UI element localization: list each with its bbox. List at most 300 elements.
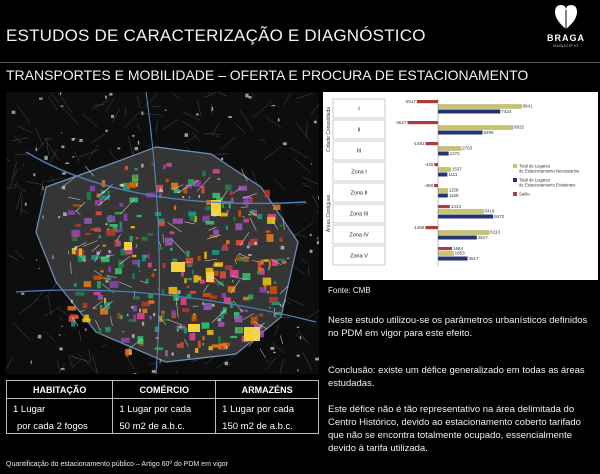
map-shape	[227, 210, 230, 212]
map-shape	[146, 279, 149, 283]
map-shape	[142, 237, 148, 241]
map-shape	[17, 105, 30, 123]
label-saldo: 1664	[452, 246, 463, 251]
map-shape	[300, 336, 301, 339]
map-shape	[192, 92, 211, 94]
map-shape	[244, 310, 248, 313]
map-shape	[74, 283, 77, 286]
category-label: Zona V	[350, 253, 368, 260]
map-shape	[213, 92, 214, 93]
map-shape	[260, 269, 264, 275]
map-shape	[72, 238, 78, 241]
label-saldo: -426	[424, 162, 434, 167]
page-title: ESTUDOS DE CARACTERIZAÇÃO E DIAGNÓSTICO	[6, 26, 426, 45]
header-comercio: COMÉRCIO	[113, 381, 216, 399]
map-shape	[105, 327, 110, 332]
bar-saldo	[434, 184, 438, 187]
map-shape	[217, 355, 236, 368]
map-shape	[116, 229, 122, 232]
map-shape	[279, 237, 282, 241]
chart-source: Fonte: CMB	[328, 286, 371, 295]
map-shape	[75, 224, 80, 227]
map-shape	[296, 93, 312, 98]
map-shape	[15, 184, 26, 192]
map-shape	[274, 282, 276, 284]
legend-label: Total de Lugares de Estacionamento Existentes	[519, 177, 576, 188]
map-shape	[233, 217, 235, 221]
cell-line: 50 m2 de a.b.c.	[119, 421, 185, 432]
label-saldo: 1413	[450, 204, 461, 209]
map-shape	[205, 221, 214, 225]
map-shape	[100, 305, 103, 308]
map-shape	[138, 260, 140, 268]
map-shape	[84, 218, 92, 224]
table-header-row	[7, 381, 319, 399]
map-shape	[226, 346, 228, 349]
bar-saldo	[425, 142, 438, 145]
map-shape	[218, 318, 222, 321]
map-shape	[135, 296, 140, 300]
cell-habitacao	[7, 399, 113, 434]
map-shape	[196, 113, 199, 115]
map-shape	[125, 111, 141, 128]
map-shape	[267, 291, 269, 293]
map-shape	[129, 236, 133, 242]
map-shape	[85, 328, 87, 330]
map-shape	[135, 168, 138, 170]
map-shape	[155, 337, 158, 338]
map-shape	[62, 172, 66, 174]
map-shape	[132, 334, 135, 338]
map-shape	[198, 195, 200, 198]
map-shape	[315, 358, 319, 361]
map-shape	[278, 118, 280, 121]
map-shape	[264, 259, 269, 261]
label-existentes: 3517	[468, 256, 479, 261]
map-shape	[177, 371, 182, 374]
map-shape	[25, 203, 27, 206]
map-shape	[317, 241, 319, 244]
map-shape	[248, 254, 252, 256]
map-shape	[232, 280, 233, 282]
map-shape	[186, 251, 189, 257]
map-shape	[134, 175, 136, 179]
map-shape	[271, 105, 275, 106]
map-shape	[137, 124, 140, 130]
map-shape	[159, 190, 163, 192]
map-shape	[89, 350, 91, 363]
map-shape	[240, 111, 253, 131]
cell-line: por cada 2 fogos	[17, 421, 88, 432]
map-shape	[218, 322, 224, 327]
map-shape	[312, 196, 319, 212]
map-shape	[69, 356, 73, 367]
map-shape	[204, 133, 220, 134]
map-shape	[187, 260, 192, 266]
map-shape	[258, 214, 263, 219]
map-shape	[223, 244, 227, 250]
map-shape	[265, 358, 275, 370]
map-shape	[21, 196, 22, 216]
map-shape	[153, 269, 156, 270]
map-shape	[287, 258, 289, 259]
map-shape	[99, 329, 102, 335]
section-subtitle: TRANSPORTES E MOBILIDADE – OFERTA E PROCURA DE ESTACIONAMENTO	[6, 67, 529, 83]
map-shape	[121, 338, 130, 343]
map-shape	[198, 276, 202, 280]
map-shape	[83, 303, 87, 308]
map-shape	[296, 123, 311, 142]
map-shape	[265, 190, 270, 198]
map-shape	[12, 111, 16, 114]
label-necessarios: 8925	[513, 124, 524, 130]
map-shape	[105, 97, 115, 112]
map-shape	[300, 257, 307, 264]
map-shape	[100, 308, 108, 314]
map-shape	[44, 156, 47, 160]
map-shape	[283, 94, 290, 106]
category-label: I	[358, 106, 360, 113]
map-shape	[253, 101, 272, 118]
map-shape	[13, 323, 30, 340]
cell-armazens	[216, 399, 319, 434]
map-shape	[128, 136, 132, 155]
map-shape	[221, 346, 224, 350]
map-shape	[187, 354, 190, 357]
map-shape	[198, 341, 201, 348]
map-shape	[247, 246, 250, 249]
map-shape	[260, 139, 266, 142]
map-shape	[39, 98, 43, 100]
map-shape	[318, 196, 319, 199]
map-shape	[269, 297, 278, 302]
map-shape	[303, 185, 311, 187]
map-shape	[47, 139, 49, 155]
bar-necessarios	[438, 126, 513, 130]
map-shape	[308, 266, 309, 275]
map-shape	[135, 147, 138, 150]
map-shape	[144, 113, 163, 115]
map-shape	[71, 360, 81, 369]
map-shape	[42, 92, 59, 103]
map-shape	[228, 116, 231, 118]
group-label: Cidade Consolidada	[326, 106, 332, 153]
bar-saldo	[438, 205, 450, 208]
map-shape	[266, 234, 273, 242]
map-shape	[296, 92, 303, 93]
map-shape	[173, 218, 178, 223]
category-label: II	[357, 127, 361, 134]
map-shape	[149, 316, 151, 319]
map-shape	[295, 159, 311, 173]
map-shape	[183, 112, 199, 120]
map-shape	[161, 311, 165, 313]
map-shape	[184, 328, 187, 334]
map-shape	[287, 298, 303, 305]
map-shape	[105, 96, 107, 99]
map-shape	[212, 122, 219, 135]
map-shape	[79, 248, 82, 255]
map-shape	[117, 241, 121, 246]
map-shape	[52, 255, 53, 259]
map-shape	[148, 233, 154, 235]
map-shape	[106, 229, 115, 236]
map-shape	[165, 350, 168, 356]
map-shape	[103, 244, 107, 246]
label-existentes: 1169	[448, 193, 459, 198]
map-shape	[71, 355, 77, 359]
map-shape	[162, 263, 165, 268]
map-shape	[212, 304, 215, 307]
map-shape	[49, 149, 57, 164]
map-shape	[105, 280, 108, 282]
map-shape	[61, 146, 64, 148]
parking-map	[6, 92, 319, 374]
map-shape	[216, 264, 219, 266]
map-shape	[138, 141, 139, 145]
label-existentes: 6572	[494, 214, 505, 219]
map-shape	[6, 188, 12, 189]
map-shape	[174, 205, 176, 210]
map-shape	[269, 260, 271, 267]
bar-necessarios	[438, 252, 454, 256]
map-shape	[243, 219, 249, 223]
parking-bar-chart	[323, 92, 598, 280]
map-shape	[226, 240, 230, 244]
map-shape	[178, 218, 183, 223]
map-shape	[183, 187, 187, 193]
map-shape	[98, 295, 103, 300]
map-shape	[202, 171, 206, 177]
map-shape	[271, 302, 280, 305]
city-map-graphic	[6, 92, 319, 374]
map-shape	[96, 211, 102, 215]
map-shape	[213, 213, 217, 217]
map-shape	[119, 221, 122, 228]
map-shape	[295, 203, 308, 206]
map-shape	[317, 237, 318, 239]
map-shape	[34, 290, 44, 301]
map-shape	[17, 126, 31, 133]
map-shape	[181, 298, 187, 305]
map-shape	[170, 248, 172, 251]
map-shape	[60, 92, 61, 95]
label-necessarios: 5418	[484, 208, 495, 214]
map-shape	[259, 314, 263, 317]
map-shape	[45, 306, 61, 315]
bar-saldo	[425, 226, 438, 229]
map-shape	[59, 316, 62, 320]
map-shape	[158, 221, 165, 226]
map-shape	[297, 355, 300, 357]
group-label: Áreas Contíguas	[326, 194, 332, 233]
map-shape	[63, 212, 67, 216]
map-shape	[80, 331, 81, 342]
map-shape	[190, 216, 196, 220]
map-shape	[127, 314, 129, 316]
map-shape	[279, 359, 284, 374]
map-shape	[177, 329, 179, 331]
map-shape	[148, 263, 152, 268]
map-shape	[136, 237, 139, 239]
map-shape	[48, 296, 52, 315]
map-shape	[25, 181, 41, 184]
map-shape	[190, 291, 197, 294]
header-habitacao: HABITAÇÃO	[7, 381, 113, 399]
map-shape	[152, 273, 155, 277]
bar-existentes	[438, 173, 447, 177]
map-shape	[137, 95, 140, 108]
map-shape	[253, 92, 254, 99]
map-shape	[102, 180, 105, 187]
header-divider	[0, 62, 600, 63]
map-shape	[166, 163, 172, 167]
bar-existentes	[438, 110, 500, 114]
map-shape	[297, 327, 299, 328]
map-shape	[239, 186, 247, 191]
map-shape	[100, 270, 103, 272]
map-shape	[273, 352, 276, 353]
map-shape	[91, 134, 105, 143]
map-shape	[235, 123, 246, 134]
bar-saldo	[417, 100, 438, 103]
map-shape	[220, 271, 226, 278]
bar-necessarios	[438, 189, 448, 193]
bar-existentes	[438, 215, 493, 219]
map-shape	[229, 201, 231, 208]
map-shape	[59, 347, 62, 350]
map-shape	[225, 362, 229, 365]
map-shape	[307, 122, 308, 138]
parking-chart	[323, 92, 598, 280]
map-shape	[132, 255, 136, 257]
map-shape	[177, 344, 180, 348]
map-shape	[274, 324, 279, 335]
map-shape	[235, 223, 242, 230]
map-shape	[222, 293, 226, 298]
label-necessarios: 2763	[462, 145, 473, 151]
map-shape	[43, 330, 55, 342]
label-necessarios: 9941	[522, 103, 533, 109]
map-shape	[75, 246, 78, 250]
map-shape	[85, 233, 91, 235]
map-shape	[137, 313, 145, 319]
map-shape	[171, 262, 185, 272]
bar-saldo	[408, 121, 438, 124]
map-shape	[208, 276, 209, 279]
map-shape	[269, 307, 270, 309]
map-shape	[134, 373, 137, 374]
bar-existentes	[438, 194, 448, 198]
label-necessarios: 1537	[451, 166, 462, 172]
map-shape	[94, 229, 101, 232]
label-saldo: -3627	[395, 120, 407, 125]
bar-existentes	[438, 152, 449, 156]
map-shape	[119, 203, 123, 207]
label-existentes: 5298	[483, 130, 494, 135]
map-shape	[75, 292, 84, 296]
map-shape	[180, 325, 182, 327]
map-shape	[214, 262, 223, 267]
map-shape	[118, 260, 124, 268]
map-shape	[192, 270, 194, 274]
map-shape	[142, 309, 147, 313]
map-shape	[58, 93, 72, 113]
cell-line: 1 Lugar por cada	[119, 404, 192, 415]
map-shape	[308, 306, 319, 317]
map-shape	[82, 318, 90, 322]
map-shape	[144, 95, 157, 108]
map-shape	[87, 192, 91, 200]
map-shape	[165, 110, 167, 111]
map-shape	[105, 223, 107, 225]
map-shape	[260, 348, 265, 357]
map-shape	[230, 336, 237, 338]
bar-existentes	[438, 131, 483, 135]
header-armazens: ARMAZÉNS	[216, 381, 319, 399]
legend-label: Saldo	[519, 191, 530, 197]
map-shape	[132, 273, 135, 279]
map-shape	[238, 210, 241, 217]
map-shape	[207, 330, 213, 335]
map-shape	[263, 278, 271, 286]
label-saldo: -1496	[412, 225, 425, 230]
map-shape	[163, 119, 179, 129]
map-shape	[192, 315, 197, 321]
map-shape	[202, 322, 210, 328]
map-shape	[280, 224, 282, 226]
map-shape	[248, 294, 253, 299]
map-shape	[226, 225, 228, 229]
category-label: Zona III	[349, 211, 369, 218]
map-shape	[195, 348, 198, 353]
map-shape	[259, 287, 266, 292]
map-shape	[107, 276, 109, 279]
map-shape	[108, 216, 115, 221]
map-shape	[210, 295, 217, 299]
map-shape	[236, 240, 244, 245]
map-shape	[185, 133, 188, 137]
legend-swatch	[513, 192, 517, 196]
map-shape	[93, 275, 101, 279]
bar-necessarios	[438, 210, 484, 214]
bar-saldo	[434, 163, 438, 166]
bar-necessarios	[438, 147, 461, 151]
map-shape	[201, 186, 204, 194]
map-shape	[47, 143, 59, 160]
map-shape	[124, 242, 132, 250]
map-shape	[216, 136, 218, 137]
label-existentes: 1272	[449, 151, 460, 156]
label-existentes: 4617	[477, 235, 488, 240]
map-shape	[71, 230, 80, 237]
map-shape	[36, 259, 37, 260]
map-shape	[314, 121, 317, 123]
cell-line: 1 Lugar por cada	[222, 404, 295, 415]
cell-line: 150 m2 de a.b.c.	[222, 421, 293, 432]
map-shape	[220, 213, 228, 217]
map-shape	[148, 300, 154, 304]
paragraph-method: Neste estudo utilizou-se os parâmetros urbanísticos definidos no PDM em vigor para este efeito.	[328, 315, 588, 339]
map-shape	[68, 306, 77, 310]
map-shape	[74, 152, 79, 162]
map-shape	[188, 179, 194, 184]
category-label: Zona I	[351, 169, 367, 176]
map-shape	[217, 178, 220, 179]
map-shape	[290, 148, 307, 159]
map-shape	[230, 270, 239, 277]
map-shape	[202, 302, 203, 305]
